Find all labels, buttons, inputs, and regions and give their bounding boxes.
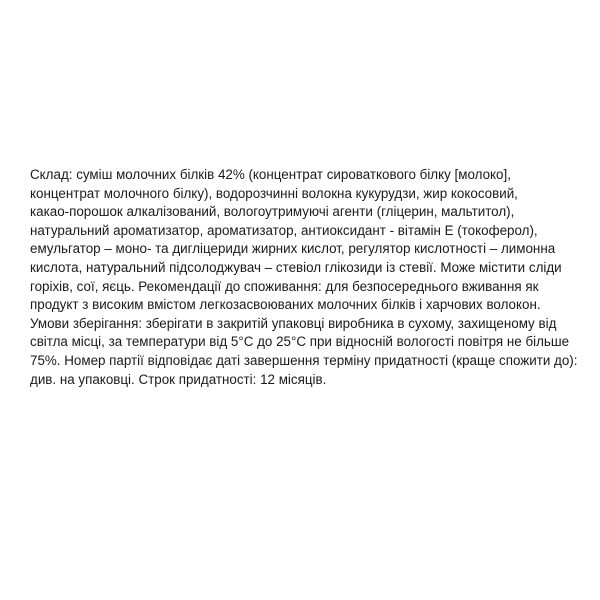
- text-line: Склад: суміш молочних білків 42% (концентрат сироваткового білку [молоко],: [30, 167, 511, 182]
- text-line: світла місці, за температури від 5°С до 25°С при відносній вологості повітря не більше: [30, 334, 570, 350]
- text-line: емульгатор – моно- та дигліцериди жирних кислот, регулятор кислотності – лимонна: [30, 241, 556, 257]
- text-line: Умови зберігання: зберігати в закритій упаковці виробника в сухому, захищеному від: [30, 315, 557, 331]
- text-line: 75%. Номер партії відповідає даті завершення терміну придатності (краще спожити до):: [30, 352, 578, 368]
- text-line: продукт з високим вмістом легкозасвоюваних молочних білків і харчових волокон.: [30, 297, 541, 313]
- product-composition-text: [30, 166, 590, 389]
- text-line: див. на упаковці. Строк придатності: 12 місяців.: [30, 371, 327, 387]
- text-line: горіхів, сої, яєць. Рекомендації до споживання: для безпосереднього вживання як: [30, 278, 539, 294]
- text-line: натуральний ароматизатор, ароматизатор, антиоксидант - вітамін Е (токоферол),: [30, 222, 538, 238]
- text-line: какао-порошок алкалізований, вологоутримуючі агенти (гліцерин, мальтитол),: [30, 204, 515, 220]
- text-line: кислота, натуральний підсолоджувач – стевіол глікозиди із стевії. Може містити сліди: [30, 259, 562, 275]
- text-line: концентрат молочного білку), водорозчинні волокна кукурудзи, жир кокосовий,: [30, 185, 518, 201]
